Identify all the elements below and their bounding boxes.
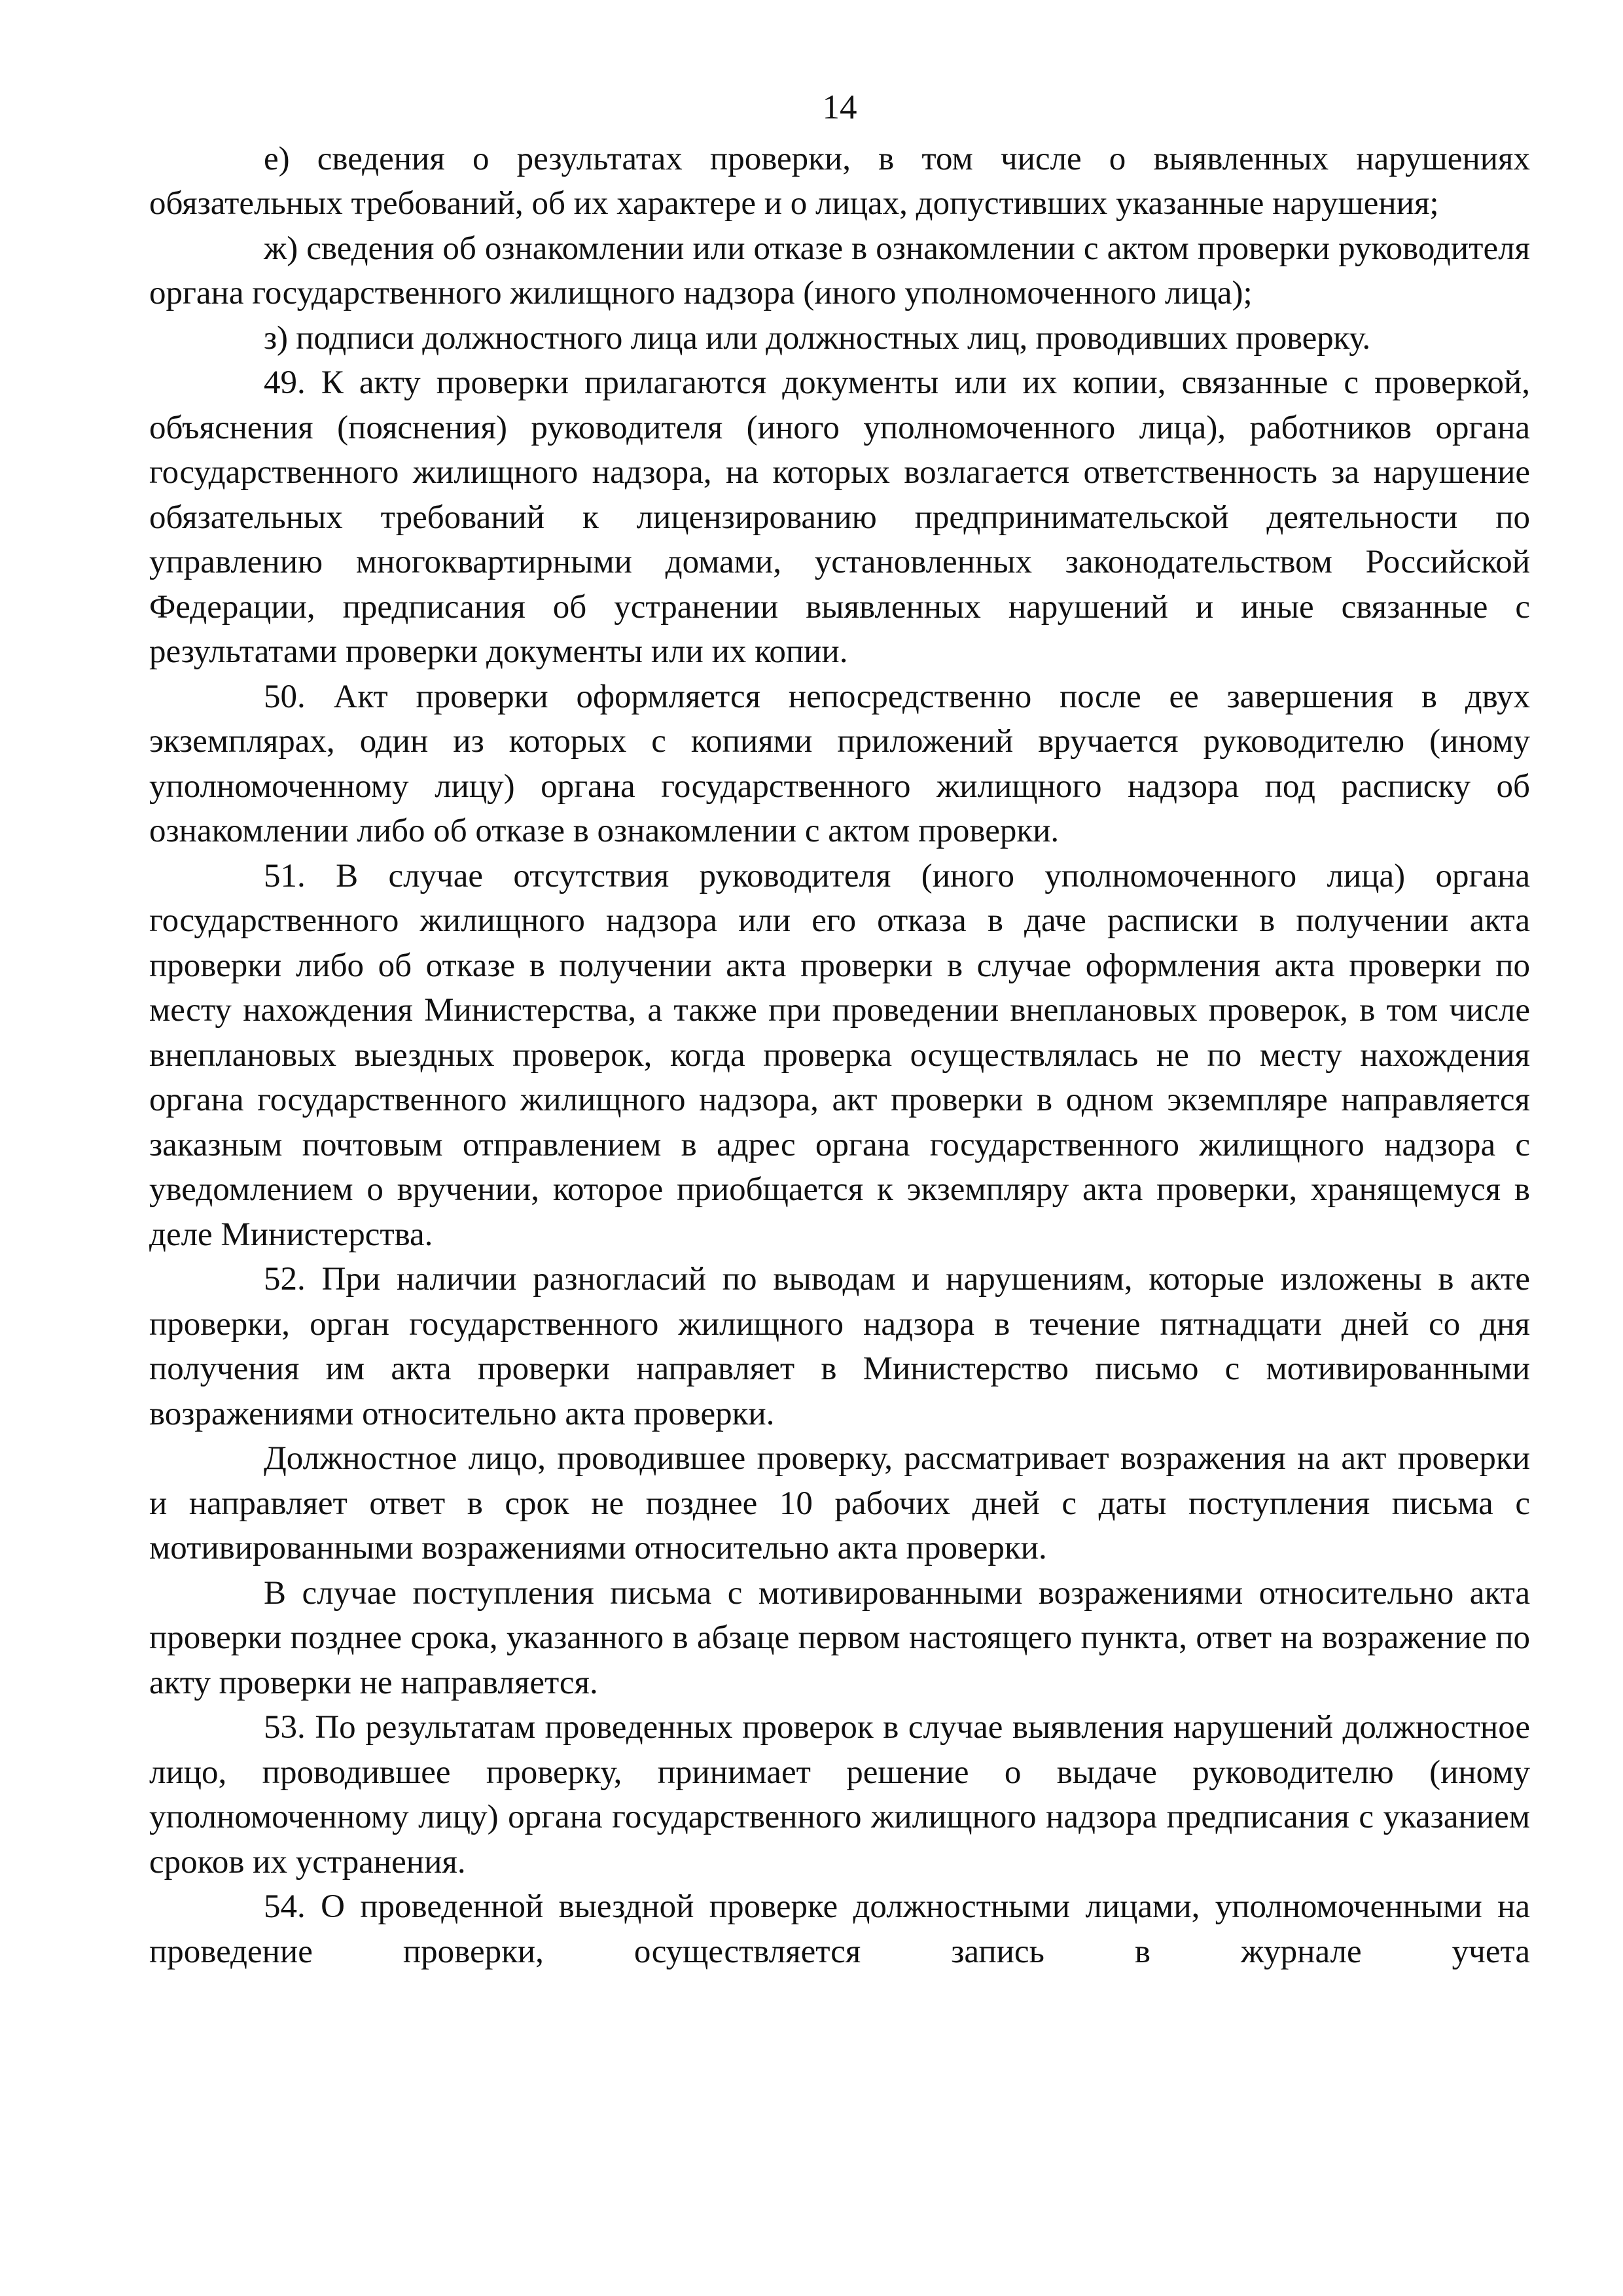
paragraph-51: 51. В случае отсутствия руководителя (иного уполномоченного лица) органа государственного жилищного надзора или его отказа в даче расписки в получении акта проверки либо об отказе в получении акта проверки в случае оформления акта проверки по месту нахождения Министерства, а также при проведении внеплановых проверок, в том числе внеплановых выездных проверок, когда проверка осуществлялась не по месту нахождения органа государственного жилищного надзора, акт проверки в одном экземпляре направляется заказным почтовым отправлением в адрес органа государственного жилищного надзора с уведомлением о вручении, которое приобщается к экземпляру акта проверки, хранящемуся в деле Министерства. — [149, 857, 1530, 1253]
paragraph-49: 49. К акту проверки прилагаются документы или их копии, связанные с проверкой, объяснения (пояснения) руководителя (иного уполномоченного лица), работников органа государственного жилищного надзора, на которых возлагается ответственность за нарушение обязательных требований к лицензированию предпринимательской деятельности по управлению многоквартирными домами, установленных законодательством Российской Федерации, предписания об устранении выявленных нарушений и иные связанные с результатами проверки документы или их копии. — [149, 364, 1530, 670]
paragraph-52: 52. При наличии разногласий по выводам и нарушениям, которые изложены в акте проверки, орган государственного жилищного надзора в течение пятнадцати дней со дня получения им акта проверки направляет в Министерство письмо с мотивированными возражениями относительно акта проверки. — [149, 1261, 1530, 1432]
paragraph-item-e: е) сведения о результатах проверки, в том числе о выявленных нарушениях обязательных требований, об их характере и о лицах, допустивших указанные нарушения; — [149, 140, 1530, 222]
paragraph-53: 53. По результатам проведенных проверок в случае выявления нарушений должностное лицо, проводившее проверку, принимает решение о выдаче руководителю (иному уполномоченному лицу) органа государственного жилищного надзора предписания с указанием сроков их устранения. — [149, 1709, 1530, 1881]
paragraph-52-response: Должностное лицо, проводившее проверку, рассматривает возражения на акт проверки и направляет ответ в срок не позднее 10 рабочих дней с даты поступления письма с мотивированными возражениями относительно акта проверки. — [149, 1440, 1530, 1566]
paragraph-item-zh: ж) сведения об ознакомлении или отказе в ознакомлении с актом проверки руководителя органа государственного жилищного надзора (иного уполномоченного лица); — [149, 230, 1530, 311]
paragraph-52-late-objections: В случае поступления письма с мотивированными возражениями относительно акта проверки позднее срока, указанного в абзаце первом настоящего пункта, ответ на возражение по акту проверки не направляется. — [149, 1574, 1530, 1701]
paragraph-54: 54. О проведенной выездной проверке должностными лицами, уполномоченными на проведение проверки, осуществляется запись в журнале учета — [149, 1888, 1530, 1970]
paragraph-50: 50. Акт проверки оформляется непосредственно после ее завершения в двух экземплярах, один из которых с копиями приложений вручается руководителю (иному уполномоченному лицу) органа государственного жилищного надзора под расписку об ознакомлении либо об отказе в ознакомлении с актом проверки. — [149, 678, 1530, 849]
document-page — [149, 85, 1530, 1974]
paragraph-item-z: з) подписи должностного лица или должностных лиц, проводивших проверку. — [264, 319, 1370, 357]
page-number: 14 — [822, 88, 857, 126]
